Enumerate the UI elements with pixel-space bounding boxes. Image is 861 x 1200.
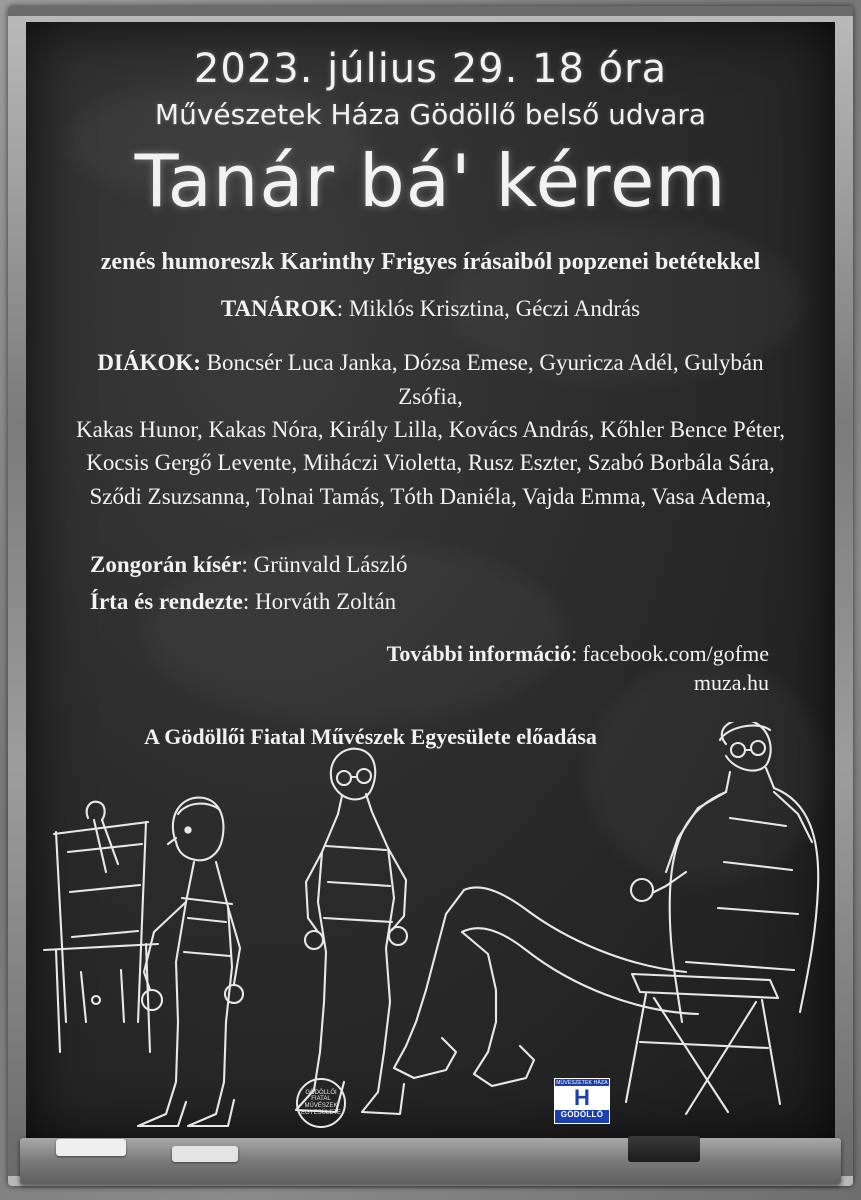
piano-value: : Grünvald László: [241, 552, 408, 578]
event-subtitle: zenés humoreszk Karinthy Frigyes írásaiból popzenei betétekkel: [100, 249, 761, 275]
teachers-line: [44, 294, 817, 324]
muza-logo: [554, 1078, 610, 1124]
poster-content: [26, 22, 835, 750]
teachers-value: : Miklós Krisztina, Géczi András: [336, 296, 641, 321]
muza-logo-letter: H: [555, 1086, 609, 1110]
students-first-line: [68, 346, 793, 413]
students-block: [44, 346, 817, 513]
piano-label: Zongorán kísér: [90, 552, 242, 578]
event-venue: Művészetek Háza Gödöllő belső udvara: [154, 98, 707, 131]
credits-block: [44, 547, 817, 621]
chalk-stick: [56, 1139, 126, 1156]
list-item: Kocsis Gergő Levente, Miháczi Violetta, Rusz Eszter, Szabó Borbála Sára,: [86, 450, 775, 476]
list-item: Boncsér Luca Janka, Dózsa Emese, Gyuricza Adél, Gulybán Zsófia,: [206, 350, 764, 409]
teachers-label: TANÁROK: [220, 296, 337, 321]
gofme-logo: GÖDÖLLŐI FIATAL MŰVÉSZEK EGYESÜLETE: [296, 1078, 346, 1128]
muza-logo-city: GÖDÖLLŐ: [560, 1110, 604, 1119]
writer-value: : Horváth Zoltán: [242, 588, 397, 614]
list-item: Sződi Zsuzsanna, Tolnai Tamás, Tóth Daniéla, Vajda Emma, Vasa Adema,: [89, 483, 772, 509]
students-label: DIÁKOK:: [97, 350, 201, 376]
presenter-line: A Gödöllői Fiatal Művészek Egyesülete előadása: [144, 724, 597, 750]
writer-label: Írta és rendezte: [90, 588, 243, 614]
info-value[interactable]: : facebook.com/gofme: [571, 640, 769, 666]
info-block: [44, 639, 817, 698]
list-item: Kakas Hunor, Kakas Nóra, Király Lilla, Kovács András, Kőhler Bence Péter,: [75, 417, 786, 443]
chalkboard: [26, 22, 835, 1142]
chalk-tray: [20, 1138, 841, 1184]
writer-line: [90, 584, 817, 621]
piano-line: [90, 547, 817, 584]
chalk-stick: [172, 1146, 238, 1162]
info-value-second[interactable]: muza.hu: [693, 670, 769, 696]
board-eraser: [628, 1136, 700, 1162]
page-title: Tanár bá' kérem: [134, 139, 727, 223]
info-line: [44, 639, 769, 669]
info-label: További információ: [386, 640, 572, 666]
event-date: 2023. július 29. 18 óra: [193, 46, 668, 92]
muza-logo-top: MŰVÉSZETEK HÁZA: [556, 1080, 608, 1086]
